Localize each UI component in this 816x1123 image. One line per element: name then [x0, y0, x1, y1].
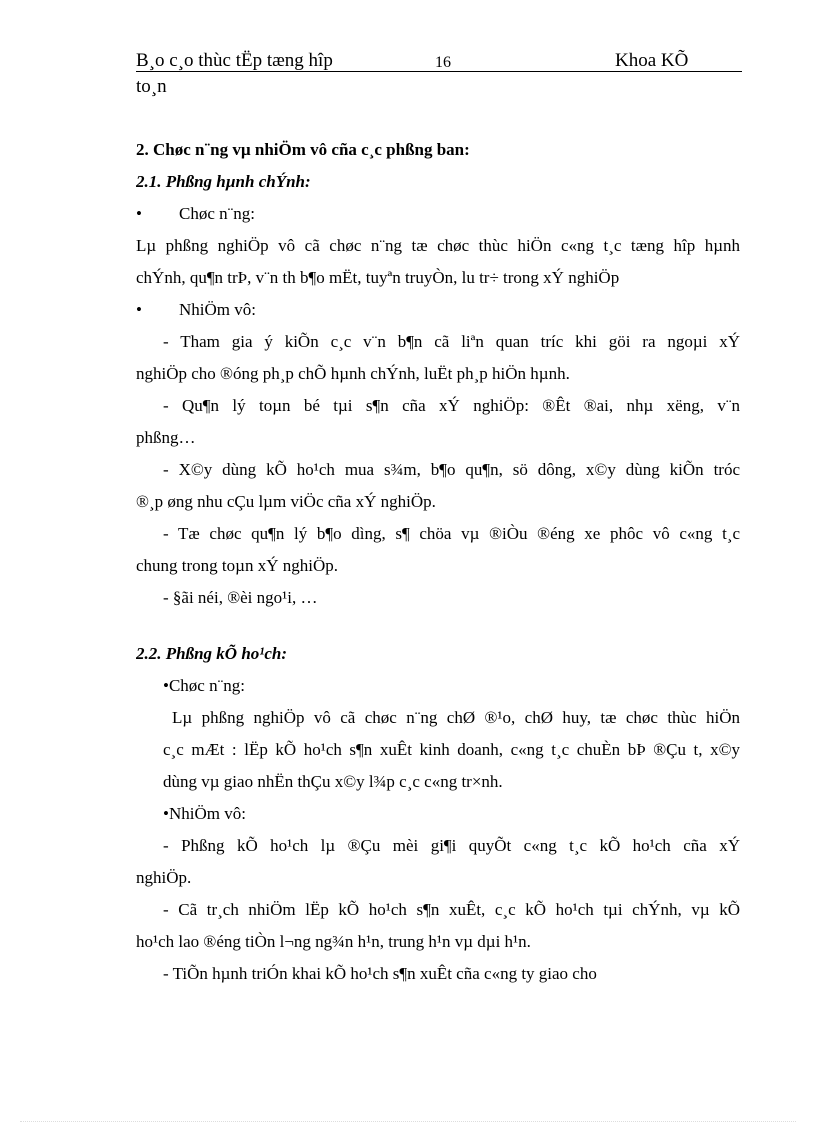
paragraph-line: chÝnh, qu¶n trÞ, v¨n th b¶o mËt, tuyªn truyÒn, lu tr÷ trong xÝ nghiÖp: [136, 268, 620, 287]
bullet-icon: •: [163, 676, 169, 695]
bullet-item: [136, 798, 740, 830]
section-title: 2. Chøc n¨ng vµ nhiÖm vô cña c¸c phßng ban:: [136, 140, 470, 159]
header-rule: [136, 71, 742, 72]
bullet-item: [136, 294, 740, 326]
paragraph-line: Lµ phßng nghiÖp vô cã chøc n¨ng chØ ®¹o, chØ huy, tæ chøc thùc hiÖn: [172, 708, 740, 727]
duty-item-cont: nghiÖp cho ®óng ph¸p chÕ hµnh chÝnh, luËt ph¸p hiÖn hµnh.: [136, 364, 570, 383]
header-department: Khoa KÕ: [615, 50, 689, 71]
header-report-title: B¸o c¸o thùc tËp tæng hîp: [136, 50, 333, 71]
page-bottom-edge: [20, 1121, 796, 1122]
function-label: Chøc n¨ng:: [179, 204, 256, 223]
function-label: Chøc n¨ng:: [168, 676, 245, 695]
paragraph-line: c¸c mÆt : lËp kÕ ho¹ch s¶n xuÊt kinh doanh, c«ng t¸c chuÈn bÞ ®Çu t, x©y: [163, 740, 740, 759]
duty-item: - Phßng kÕ ho¹ch lµ ®Çu mèi gi¶i quyÕt c«ng t¸c kÕ ho¹ch cña xÝ: [163, 836, 740, 855]
duty-item-cont: ®¸p øng nhu cÇu lµm viÖc cña xÝ nghiÖp.: [136, 492, 436, 511]
duty-item: - TiÕn hµnh triÓn khai kÕ ho¹ch s¶n xuÊt cña c«ng ty giao cho: [163, 964, 597, 983]
bullet-item: [136, 198, 740, 230]
duty-item-cont: phßng…: [136, 428, 196, 447]
duty-item: - Tham gia ý kiÕn c¸c v¨n b¶n cã liªn quan tríc khi göi ra ngoµi xÝ: [163, 332, 740, 351]
bullet-icon: •: [136, 300, 142, 319]
spacer: [136, 614, 740, 638]
bullet-icon: •: [136, 204, 142, 223]
duty-label: NhiÖm vô:: [168, 804, 246, 823]
duty-item: - Qu¶n lý toµn bé tµi s¶n cña xÝ nghiÖp: ®Êt ®ai, nhµ xëng, v¨n: [163, 396, 740, 415]
paragraph-line: dùng vµ giao nhËn thÇu x©y l¾p c¸c c«ng tr×nh.: [163, 772, 503, 791]
bullet-item: [136, 670, 740, 702]
bullet-icon: •: [163, 804, 169, 823]
header-continuation: to¸n: [136, 76, 167, 97]
duty-item: - X©y dùng kÕ ho¹ch mua s¾m, b¶o qu¶n, sö dông, x©y dùng kiÕn tróc: [163, 460, 740, 479]
duty-item-cont: chung trong toµn xÝ nghiÖp.: [136, 556, 338, 575]
duty-item: - Tæ chøc qu¶n lý b¶o dìng, s¶ chöa vµ ®iÒu ®éng xe phôc vô c«ng t¸c: [163, 524, 740, 543]
page-number: 16: [435, 54, 451, 71]
duty-item-cont: nghiÖp.: [136, 868, 192, 887]
duty-item: - Cã tr¸ch nhiÖm lËp kÕ ho¹ch s¶n xuÊt, c¸c kÕ ho¹ch tµi chÝnh, vµ kÕ: [163, 900, 740, 919]
paragraph-line: Lµ phßng nghiÖp vô cã chøc n¨ng tæ chøc thùc hiÖn c«ng t¸c tæng hîp hµnh: [136, 236, 740, 255]
duty-item-cont: ho¹ch lao ®éng tiÒn l¬ng ng¾n h¹n, trung h¹n vµ dµi h¹n.: [136, 932, 531, 951]
duty-item: - §ãi néi, ®èi ngo¹i, …: [163, 588, 318, 607]
subsection-title-admin: 2.1. Phßng hµnh chÝnh:: [136, 172, 311, 191]
body-content: [136, 134, 740, 990]
subsection-title-planning: 2.2. Phßng kÕ ho¹ch:: [136, 644, 288, 663]
duty-label: NhiÖm vô:: [179, 300, 256, 319]
